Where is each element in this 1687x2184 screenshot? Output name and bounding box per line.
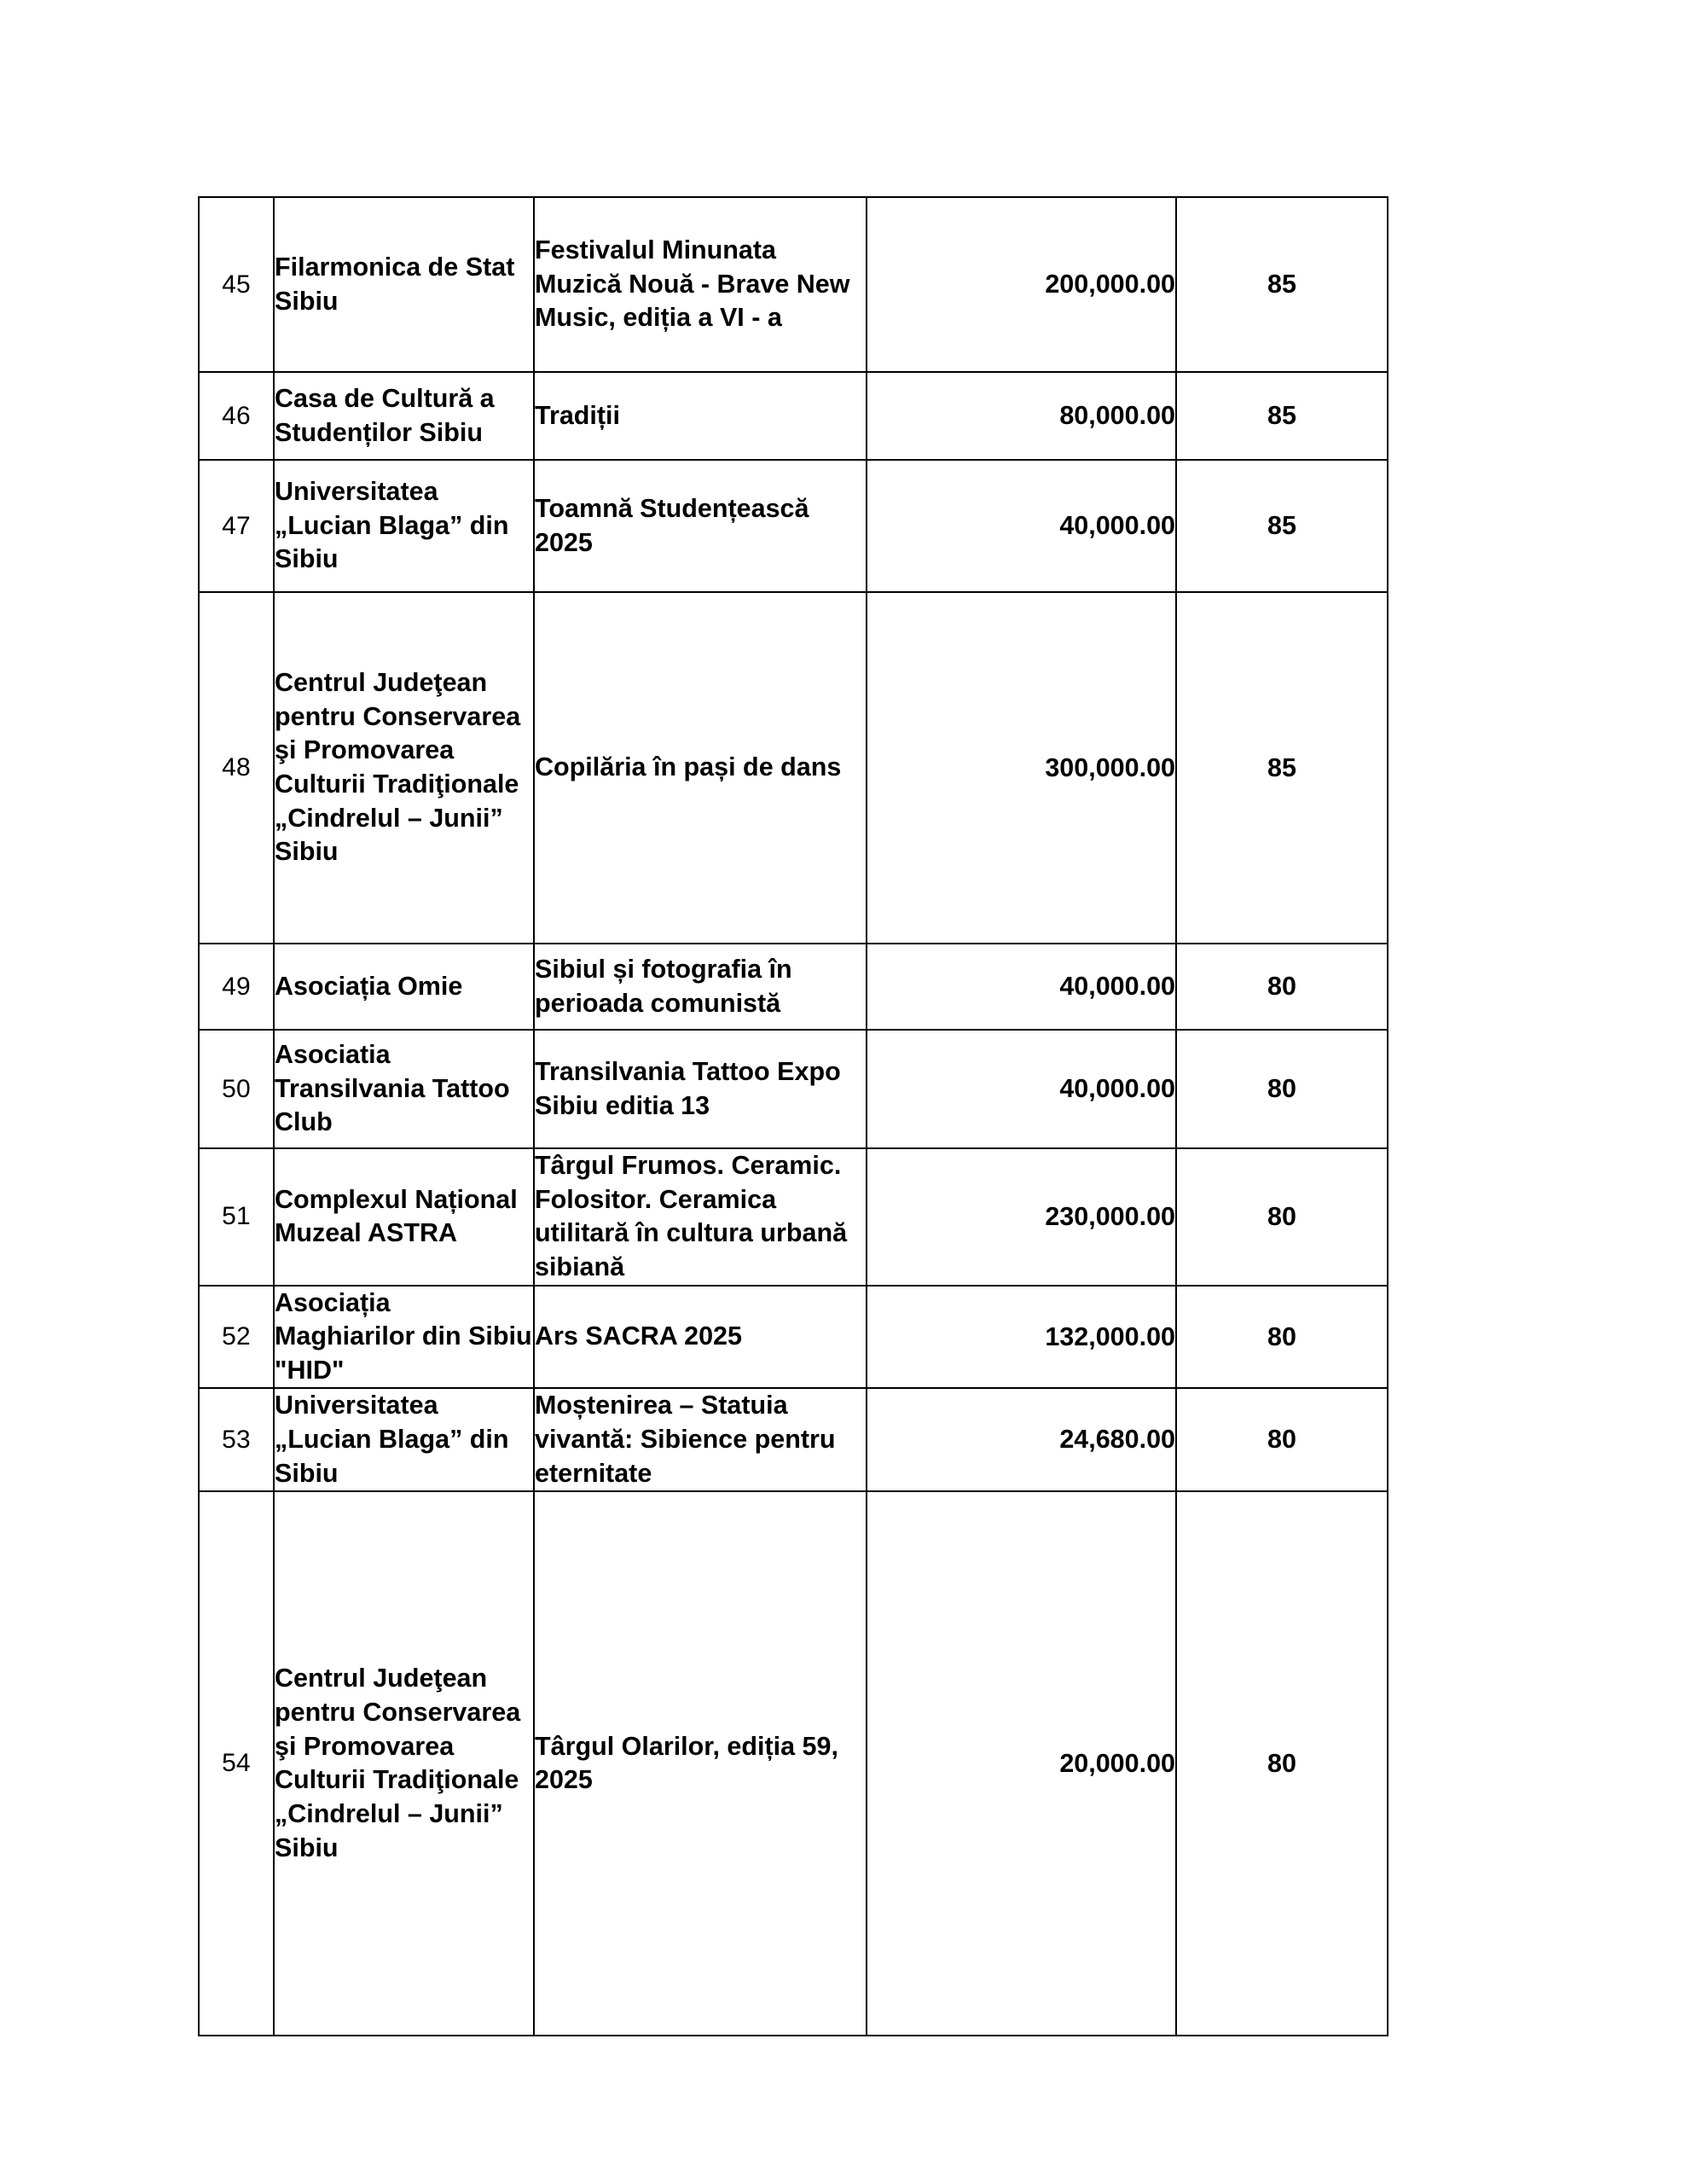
row-number-cell: 54 — [199, 1491, 274, 2036]
entity-name-cell: Casa de Cultură a Studenților Sibiu — [274, 372, 534, 460]
table-row — [199, 197, 1388, 372]
score-cell: 80 — [1176, 1030, 1388, 1148]
project-title-cell: Copilăria în pași de dans — [534, 592, 867, 944]
entity-name-cell: Filarmonica de Stat Sibiu — [274, 197, 534, 372]
score-cell: 85 — [1176, 372, 1388, 460]
grant-allocation-table-container — [198, 196, 1387, 2036]
amount-cell: 230,000.00 — [867, 1148, 1176, 1286]
table-row — [199, 1491, 1388, 2036]
score-cell: 80 — [1176, 1388, 1388, 1491]
entity-name-cell: Universitatea „Lucian Blaga” din Sibiu — [274, 1388, 534, 1491]
project-title-cell: Toamnă Studențească 2025 — [534, 460, 867, 592]
score-cell: 85 — [1176, 460, 1388, 592]
entity-name-cell: Centrul Judeţean pentru Conservarea şi Promovarea Culturii Tradiţionale „Cindrelul – Junii” Sibiu — [274, 1491, 534, 2036]
amount-cell: 200,000.00 — [867, 197, 1176, 372]
project-title-cell: Sibiul și fotografia în perioada comunistă — [534, 944, 867, 1030]
table-body — [199, 197, 1388, 2036]
table-row — [199, 1030, 1388, 1148]
score-cell: 80 — [1176, 1148, 1388, 1286]
project-title-cell: Târgul Frumos. Ceramic. Folositor. Ceramica utilitară în cultura urbană sibiană — [534, 1148, 867, 1286]
project-title-cell: Transilvania Tattoo Expo Sibiu editia 13 — [534, 1030, 867, 1148]
row-number-cell: 49 — [199, 944, 274, 1030]
project-title-cell: Festivalul Minunata Muzică Nouă - Brave New Music, ediția a VI - a — [534, 197, 867, 372]
table-row — [199, 592, 1388, 944]
entity-name-cell: Centrul Judeţean pentru Conservarea şi Promovarea Culturii Tradiţionale „Cindrelul – Junii” Sibiu — [274, 592, 534, 944]
amount-cell: 40,000.00 — [867, 1030, 1176, 1148]
project-title-cell: Tradiții — [534, 372, 867, 460]
project-title-cell: Ars SACRA 2025 — [534, 1286, 867, 1389]
row-number-cell: 51 — [199, 1148, 274, 1286]
entity-name-cell: Complexul Național Muzeal ASTRA — [274, 1148, 534, 1286]
row-number-cell: 52 — [199, 1286, 274, 1389]
project-title-cell: Moștenirea – Statuia vivantă: Sibience pentru eternitate — [534, 1388, 867, 1491]
amount-cell: 24,680.00 — [867, 1388, 1176, 1491]
score-cell: 80 — [1176, 1286, 1388, 1389]
entity-name-cell: Asociatia Transilvania Tattoo Club — [274, 1030, 534, 1148]
amount-cell: 300,000.00 — [867, 592, 1176, 944]
entity-name-cell: Asociația Omie — [274, 944, 534, 1030]
table-row — [199, 944, 1388, 1030]
row-number-cell: 48 — [199, 592, 274, 944]
row-number-cell: 50 — [199, 1030, 274, 1148]
score-cell: 85 — [1176, 592, 1388, 944]
row-number-cell: 53 — [199, 1388, 274, 1491]
amount-cell: 40,000.00 — [867, 460, 1176, 592]
entity-name-cell: Universitatea „Lucian Blaga” din Sibiu — [274, 460, 534, 592]
table-row — [199, 372, 1388, 460]
row-number-cell: 46 — [199, 372, 274, 460]
table-row — [199, 1388, 1388, 1491]
table-row — [199, 1286, 1388, 1389]
amount-cell: 132,000.00 — [867, 1286, 1176, 1389]
score-cell: 80 — [1176, 944, 1388, 1030]
score-cell: 80 — [1176, 1491, 1388, 2036]
grant-allocation-table — [198, 196, 1388, 2036]
row-number-cell: 45 — [199, 197, 274, 372]
entity-name-cell: Asociația Maghiarilor din Sibiu "HID" — [274, 1286, 534, 1389]
table-row — [199, 1148, 1388, 1286]
project-title-cell: Târgul Olarilor, ediția 59, 2025 — [534, 1491, 867, 2036]
amount-cell: 80,000.00 — [867, 372, 1176, 460]
score-cell: 85 — [1176, 197, 1388, 372]
row-number-cell: 47 — [199, 460, 274, 592]
table-row — [199, 460, 1388, 592]
amount-cell: 40,000.00 — [867, 944, 1176, 1030]
amount-cell: 20,000.00 — [867, 1491, 1176, 2036]
